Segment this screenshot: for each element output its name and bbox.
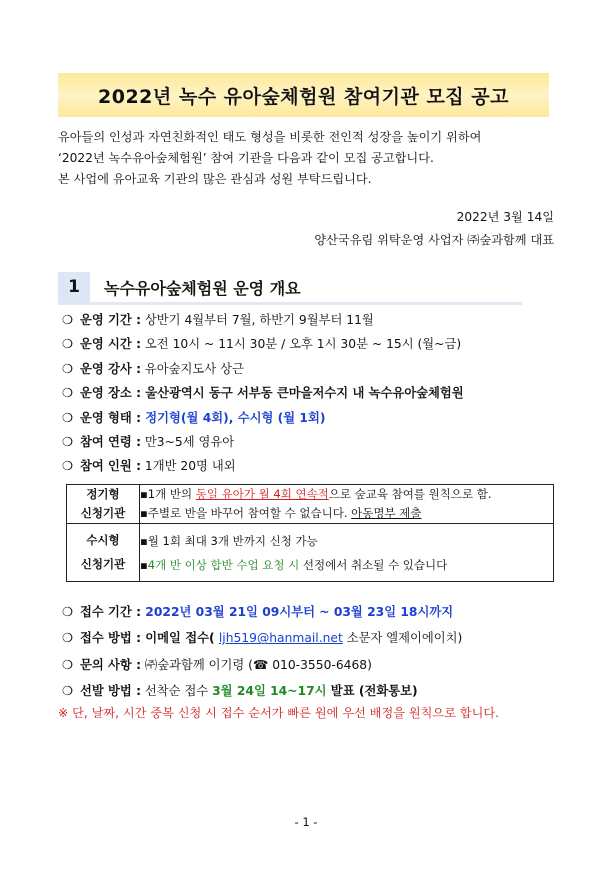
title-banner [58, 73, 549, 117]
list-item: ❍ 선발 방법 : 선착순 접수 3월 24일 14~17시 발표 (전화통보) [62, 679, 462, 703]
list-item: ❍ 접수 기간 : 2022년 03월 21일 09시부터 ~ 03월 23일 18시까지 [62, 600, 462, 624]
table-cell: ▪월 1회 최대 3개 반까지 신청 가능 ▪4개 반 이상 합반 수업 요청 시 선정에서 취소될 수 있습니다 [140, 524, 554, 582]
overview-list [62, 308, 464, 479]
square-bullet-icon: ▪ [140, 557, 148, 572]
section-header [58, 272, 522, 305]
list-item: ❍ 문의 사항 : ㈜숲과함께 이기령 (☎ 010-3550-6468) [62, 653, 462, 677]
table-cell: ▪1개 반의 동일 유아가 월 4회 연속적으로 숲교육 참여를 원칙으로 함. ▪주별로 반을 바꾸어 참여할 수 없습니다. 아동명부 제출 [140, 485, 554, 524]
bullet-icon: ❍ [62, 410, 74, 425]
list-item: ❍ 참여 연령 : 만3~5세 영유아 [62, 430, 464, 454]
list-item: ❍ 운영 기간 : 상반기 4월부터 7월, 하반기 9월부터 11월 [62, 308, 464, 332]
bullet-icon: ❍ [62, 657, 74, 672]
bullet-icon: ❍ [62, 459, 74, 474]
issue-date: 2022년 3월 14일 [456, 210, 554, 224]
intro-line: ‘2022년 녹수유아숲체험원’ 참여 기관을 다음과 같이 모집 공고합니다. [58, 151, 434, 165]
application-type-table [66, 484, 554, 582]
list-item: ❍ 참여 인원 : 1개반 20명 내외 [62, 454, 464, 478]
table-row [67, 485, 554, 524]
bullet-icon: ❍ [62, 313, 74, 327]
section-number: 1 [58, 272, 90, 302]
intro-line: 유아들의 인성과 자연친화적인 태도 형성을 비롯한 전인적 성장을 높이기 위하여 [58, 130, 482, 144]
list-item: ❍ 접수 방법 : 이메일 접수( ljh519@hanmail.net 소문자 엘제이에이치) [62, 626, 462, 650]
bullet-icon: ❍ [62, 386, 74, 401]
issuer: 양산국유림 위탁운영 사업자 ㈜숲과함께 대표 [314, 233, 554, 247]
application-list [62, 600, 462, 704]
page-number: - 1 - [294, 815, 318, 829]
table-row [67, 524, 554, 582]
bullet-icon: ❍ [62, 361, 74, 376]
intro-paragraph [58, 127, 558, 190]
page-title: 2022년 녹수 유아숲체험원 참여기관 모집 공고 [98, 85, 509, 108]
email-link[interactable]: ljh519@hanmail.net [218, 631, 343, 646]
table-header-cell: 수시형 신청기관 [67, 524, 140, 582]
section-title: 녹수유아숲체험원 운영 개요 [104, 279, 301, 298]
list-item: ❍ 운영 시간 : 오전 10시 ~ 11시 30분 / 오후 1시 30분 ~ 15시 (월~금) [62, 332, 464, 356]
bullet-icon: ❍ [62, 337, 74, 352]
square-bullet-icon: ▪ [140, 533, 148, 548]
list-item: ❍ 운영 강사 : 유아숲지도사 상근 [62, 357, 464, 381]
table-header-cell: 정기형 신청기관 [67, 485, 140, 524]
square-bullet-icon: ▪ [140, 506, 148, 520]
bullet-icon: ❍ [62, 631, 74, 646]
bullet-icon: ❍ [62, 684, 74, 699]
bullet-icon: ❍ [62, 605, 74, 619]
notice-note: ※ 단, 날짜, 시간 중복 신청 시 접수 순서가 빠른 원에 우선 배정을 원칙으로 합니다. [58, 706, 500, 720]
list-item: ❍ 운영 장소 : 울산광역시 동구 서부동 큰마을저수지 내 녹수유아숲체험원 [62, 381, 464, 405]
intro-line: 본 사업에 유아교육 기관의 많은 관심과 성원 부탁드립니다. [58, 172, 372, 186]
square-bullet-icon: ▪ [140, 487, 148, 501]
list-item: ❍ 운영 형태 : 정기형(월 4회), 수시형 (월 1회) [62, 406, 464, 430]
bullet-icon: ❍ [62, 434, 74, 449]
issue-block [314, 206, 554, 252]
